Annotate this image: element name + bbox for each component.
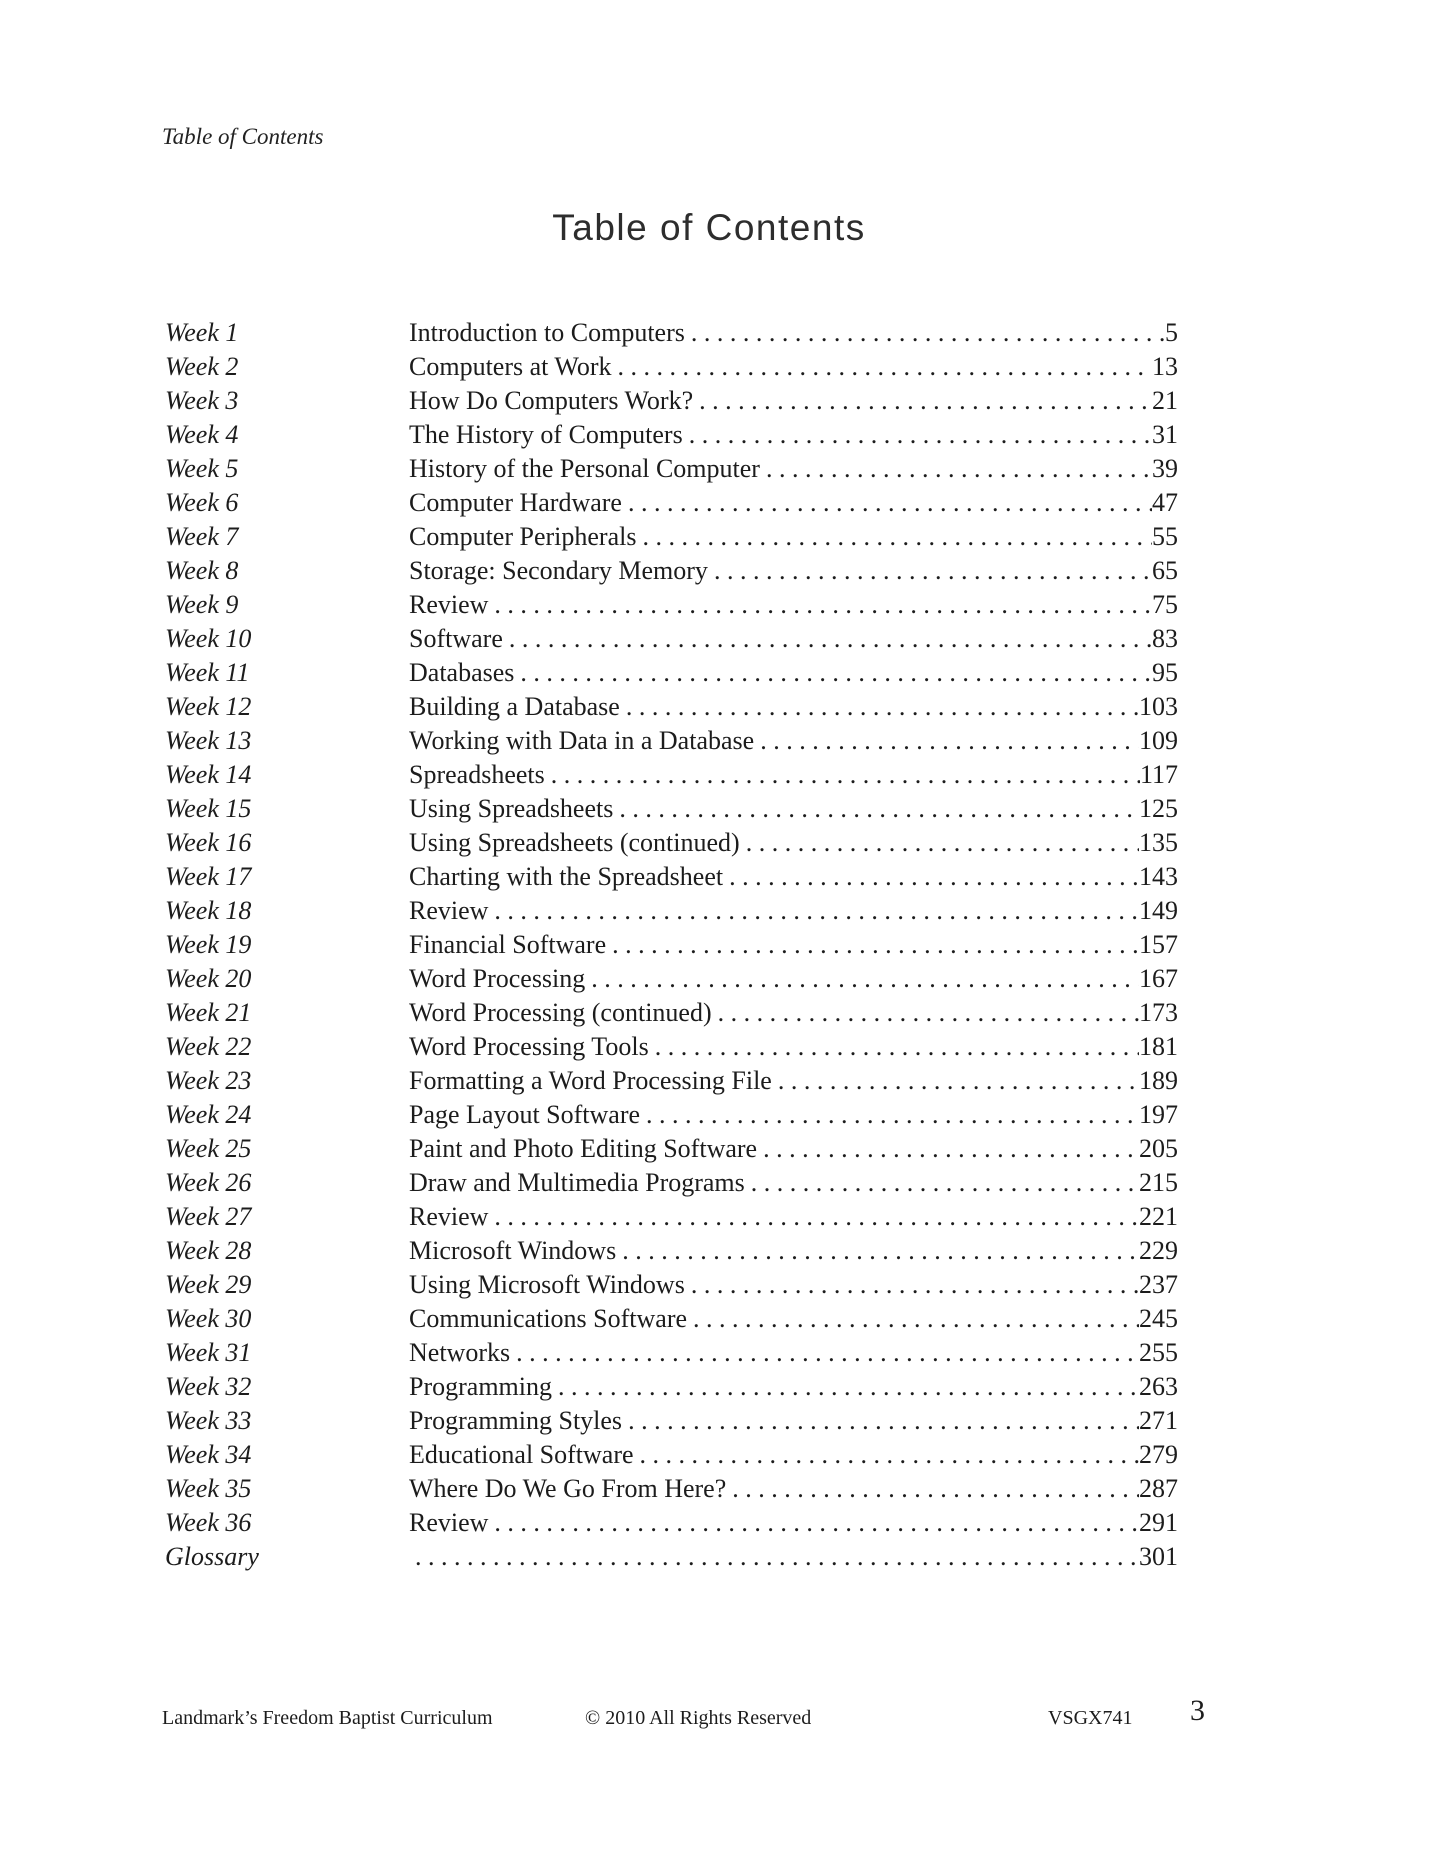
toc-entry-title: Databases [409,658,515,687]
toc-entry [165,1302,1178,1336]
toc-entry-page-number: 271 [1139,1406,1178,1435]
footer-copyright: © 2010 All Rights Reserved [585,1707,812,1729]
toc-entry-title: Page Layout Software [409,1100,641,1129]
dot-leader [712,996,1139,1030]
toc-entry-page-number: 173 [1139,998,1178,1027]
toc-entry-page-number: 301 [1139,1542,1178,1571]
toc-entry [165,622,1178,656]
running-header: Table of Contents [162,124,324,149]
toc-entry [165,486,1178,520]
toc-entry-title: Using Spreadsheets (continued) [409,828,740,857]
toc-entry-week-label: Week 27 [165,1202,252,1231]
toc-entry-page-number: 13 [1152,352,1178,381]
toc-entry-week-label: Week 22 [165,1032,252,1061]
toc-entry-title: Communications Software [409,1304,688,1333]
toc-entry-page-number: 215 [1139,1168,1178,1197]
toc-entry-title: Draw and Multimedia Programs [409,1168,745,1197]
toc-entry-page-number: 47 [1152,488,1178,517]
toc-entry-page-number: 103 [1139,692,1178,721]
toc-entry [165,996,1178,1030]
toc-entry [165,826,1178,860]
dot-leader [503,622,1152,656]
toc-entry-page-number: 229 [1139,1236,1178,1265]
toc-entry [165,1404,1178,1438]
dot-leader [622,486,1152,520]
toc-entry [165,1540,1178,1574]
dot-leader [634,1438,1139,1472]
toc-entry-page-number: 245 [1139,1304,1178,1333]
toc-entry-title: Charting with the Spreadsheet [409,862,724,891]
toc-entry-week-label: Week 11 [165,658,250,687]
toc-entry [165,350,1178,384]
toc-entry-title: Where Do We Go From Here? [409,1474,727,1503]
toc-entry-week-label: Week 25 [165,1134,252,1163]
toc-entry-page-number: 181 [1139,1032,1178,1061]
dot-leader [685,316,1165,350]
toc-entry [165,1030,1178,1064]
toc-entry-week-label: Week 7 [165,522,239,551]
dot-leader [606,928,1139,962]
toc-entry-page-number: 157 [1139,930,1178,959]
dot-leader [723,860,1139,894]
page-title: Table of Contents [552,207,866,248]
toc-entry-title: Review [409,590,489,619]
toc-entry-week-label: Week 29 [165,1270,252,1299]
toc-entry-title: History of the Personal Computer [409,454,760,483]
toc-entry [165,1098,1178,1132]
toc-entry [165,724,1178,758]
toc-entry-week-label: Week 32 [165,1372,252,1401]
toc-entry [165,1472,1178,1506]
toc-entry-week-label: Week 24 [165,1100,252,1129]
dot-leader [760,452,1152,486]
toc-entry [165,554,1178,588]
toc-entry [165,316,1178,350]
toc-entry-week-label: Week 19 [165,930,252,959]
dot-leader [612,350,1152,384]
toc-entry-week-label: Week 6 [165,488,239,517]
toc-list [165,316,1178,1574]
toc-entry [165,1336,1178,1370]
toc-entry [165,656,1178,690]
toc-entry-title: Networks [409,1338,511,1367]
toc-entry-title: Programming [409,1372,552,1401]
toc-entry-title: Introduction to Computers [409,318,685,347]
toc-entry-title: Review [409,1508,489,1537]
toc-entry-title: Paint and Photo Editing Software [409,1134,758,1163]
toc-entry-page-number: 109 [1139,726,1178,755]
toc-entry-title: Working with Data in a Database [409,726,755,755]
toc-entry-title: Using Microsoft Windows [409,1270,685,1299]
toc-entry-page-number: 279 [1139,1440,1178,1469]
dot-leader [514,656,1152,690]
toc-entry [165,928,1178,962]
toc-entry-week-label: Week 34 [165,1440,252,1469]
toc-entry-week-label: Week 16 [165,828,252,857]
toc-entry-title: Computer Hardware [409,488,622,517]
dot-leader [649,1030,1139,1064]
dot-leader [488,588,1152,622]
toc-entry-title: Review [409,1202,489,1231]
toc-entry-title: How Do Computers Work? [409,386,694,415]
toc-entry [165,1268,1178,1302]
toc-entry-week-label: Week 28 [165,1236,252,1265]
toc-entry-week-label: Week 1 [165,318,239,347]
dot-leader [640,1098,1139,1132]
toc-entry-week-label: Glossary [165,1542,259,1571]
toc-entry-week-label: Week 8 [165,556,239,585]
toc-entry [165,860,1178,894]
toc-entry [165,1234,1178,1268]
dot-leader [545,758,1140,792]
toc-entry-page-number: 291 [1139,1508,1178,1537]
footer-product-code: VSGX741 [1048,1707,1133,1729]
toc-entry-title: Financial Software [409,930,607,959]
toc-entry-title: Programming Styles [409,1406,623,1435]
toc-entry-week-label: Week 33 [165,1406,252,1435]
toc-entry-page-number: 197 [1139,1100,1178,1129]
toc-entry-page-number: 55 [1152,522,1178,551]
toc-entry-title: Word Processing (continued) [409,998,712,1027]
toc-entry-week-label: Week 26 [165,1168,252,1197]
toc-entry [165,1370,1178,1404]
dot-leader [745,1166,1139,1200]
toc-entry [165,588,1178,622]
dot-leader [708,554,1152,588]
toc-entry-title: Computer Peripherals [409,522,637,551]
toc-entry-week-label: Week 9 [165,590,239,619]
toc-entry-page-number: 135 [1139,828,1178,857]
toc-entry-week-label: Week 21 [165,998,252,1027]
toc-entry-week-label: Week 3 [165,386,239,415]
toc-entry [165,1166,1178,1200]
dot-leader [687,1302,1139,1336]
toc-entry-page-number: 167 [1139,964,1178,993]
toc-entry-page-number: 31 [1152,420,1178,449]
toc-entry [165,1200,1178,1234]
toc-entry-page-number: 263 [1139,1372,1178,1401]
toc-entry [165,894,1178,928]
dot-leader [616,1234,1139,1268]
toc-entry-week-label: Week 35 [165,1474,252,1503]
toc-entry-week-label: Week 36 [165,1508,252,1537]
toc-entry [165,1064,1178,1098]
toc-entry-title: Word Processing Tools [409,1032,649,1061]
toc-entry-page-number: 255 [1139,1338,1178,1367]
toc-entry-title: Word Processing [409,964,586,993]
toc-entry-title: Review [409,896,489,925]
toc-entry-page-number: 117 [1139,760,1178,789]
toc-entry-week-label: Week 14 [165,760,252,789]
dot-leader [754,724,1139,758]
toc-entry-page-number: 143 [1139,862,1178,891]
toc-entry-title: The History of Computers [409,420,683,449]
toc-entry-week-label: Week 2 [165,352,239,381]
toc-entry-week-label: Week 12 [165,692,252,721]
toc-entry-page-number: 287 [1139,1474,1178,1503]
dot-leader [552,1370,1139,1404]
toc-entry-title: Storage: Secondary Memory [409,556,708,585]
toc-entry [165,792,1178,826]
toc-entry-week-label: Week 20 [165,964,252,993]
dot-leader [685,1268,1139,1302]
toc-entry-title: Using Spreadsheets [409,794,614,823]
dot-leader [510,1336,1139,1370]
toc-entry-title: Formatting a Word Processing File [409,1066,772,1095]
dot-leader [488,1506,1139,1540]
toc-entry-page-number: 95 [1152,658,1178,687]
toc-entry-title: Building a Database [409,692,620,721]
dot-leader [488,1200,1139,1234]
toc-entry-page-number: 149 [1139,896,1178,925]
toc-entry-week-label: Week 17 [165,862,252,891]
toc-entry-page-number: 65 [1152,556,1178,585]
toc-entry [165,520,1178,554]
toc-entry-week-label: Week 18 [165,896,252,925]
dot-leader [620,690,1139,724]
toc-entry-page-number: 5 [1165,318,1178,347]
toc-entry-week-label: Week 23 [165,1066,252,1095]
dot-leader [613,792,1139,826]
dot-leader [488,894,1139,928]
toc-entry-title: Software [409,624,503,653]
dot-leader [409,1540,1139,1574]
dot-leader [772,1064,1139,1098]
toc-entry-page-number: 125 [1139,794,1178,823]
toc-entry-week-label: Week 4 [165,420,239,449]
toc-entry-week-label: Week 15 [165,794,252,823]
toc-entry-title: Educational Software [409,1440,634,1469]
toc-entry-week-label: Week 31 [165,1338,252,1367]
toc-entry-page-number: 21 [1152,386,1178,415]
toc-entry [165,1132,1178,1166]
toc-entry [165,690,1178,724]
toc-entry-week-label: Week 13 [165,726,252,755]
dot-leader [585,962,1139,996]
toc-entry-page-number: 75 [1152,590,1178,619]
toc-entry-page-number: 221 [1139,1202,1178,1231]
dot-leader [622,1404,1139,1438]
toc-entry [165,384,1178,418]
toc-entry-page-number: 205 [1139,1134,1178,1163]
toc-entry-page-number: 39 [1152,454,1178,483]
toc-entry-week-label: Week 5 [165,454,239,483]
footer-imprint: Landmark’s Freedom Baptist Curriculum [162,1707,493,1729]
toc-entry-page-number: 237 [1139,1270,1178,1299]
toc-entry [165,758,1178,792]
toc-entry [165,1438,1178,1472]
dot-leader [683,418,1152,452]
toc-entry-title: Computers at Work [409,352,612,381]
toc-entry-page-number: 189 [1139,1066,1178,1095]
dot-leader [636,520,1152,554]
toc-entry-title: Spreadsheets [409,760,545,789]
toc-entry [165,418,1178,452]
toc-entry [165,1506,1178,1540]
toc-entry-week-label: Week 30 [165,1304,252,1333]
toc-entry-page-number: 83 [1152,624,1178,653]
dot-leader [757,1132,1139,1166]
dot-leader [726,1472,1139,1506]
toc-entry [165,962,1178,996]
toc-entry-title: Microsoft Windows [409,1236,617,1265]
toc-entry [165,452,1178,486]
footer-page-number: 3 [1190,1694,1205,1727]
dot-leader [740,826,1139,860]
dot-leader [693,384,1152,418]
toc-entry-week-label: Week 10 [165,624,252,653]
